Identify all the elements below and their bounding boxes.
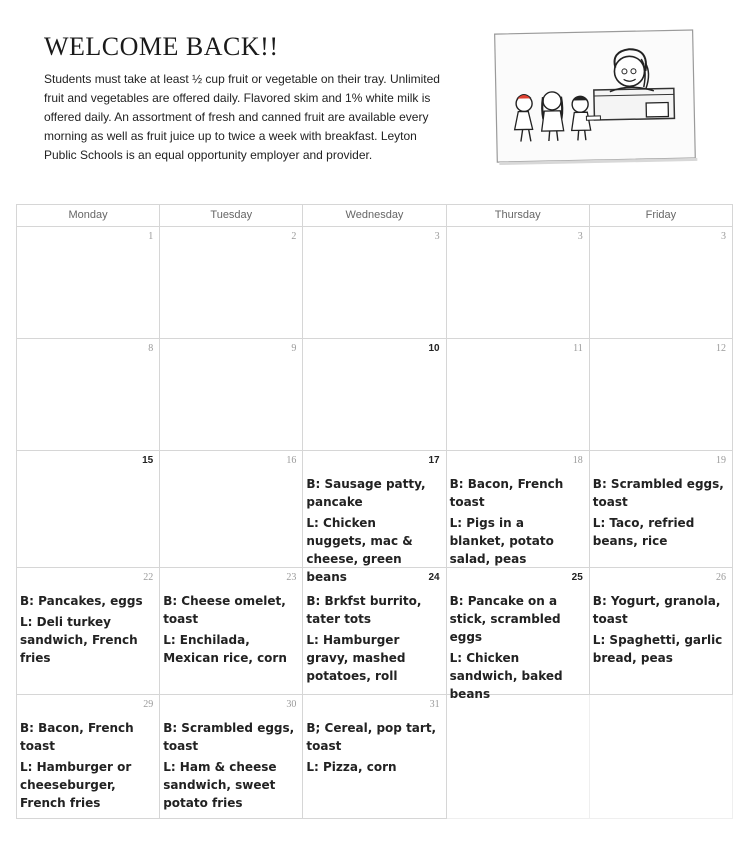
lunch-item: L: Hamburger gravy, mashed potatoes, roll (306, 633, 406, 683)
day-number: 24 (428, 572, 440, 583)
calendar-day-cell (447, 568, 590, 701)
calendar-day-cell (160, 339, 303, 451)
calendar-day-cell (590, 227, 733, 339)
lunch-line-kids-illustration-icon (493, 28, 700, 168)
calendar-day-cell (160, 227, 303, 339)
day-number: 16 (286, 455, 297, 466)
breakfast-item: B: Cheese omelet, toast (163, 594, 286, 626)
breakfast-item: B: Scrambled eggs, toast (592, 477, 724, 509)
day-number: 30 (286, 699, 297, 710)
lunch-item: L: Ham & cheese sandwich, sweet potato fries (163, 760, 277, 810)
day-number: 19 (715, 455, 726, 466)
day-number: 15 (142, 455, 154, 466)
day-number: 12 (715, 343, 726, 354)
day-number: 29 (143, 699, 154, 710)
calendar-day-cell (303, 695, 446, 819)
calendar-day-cell (447, 339, 590, 451)
day-header-monday: Monday (17, 205, 160, 227)
day-number: 22 (143, 572, 154, 583)
day-number: 18 (572, 455, 583, 466)
lunch-item: L: Spaghetti, garlic bread, peas (592, 633, 723, 665)
calendar-day-cell (590, 451, 733, 568)
breakfast-item: B: Yogurt, granola, toast (592, 594, 721, 626)
day-number: 17 (428, 455, 440, 466)
breakfast-item: B: Pancake on a stick, scrambled eggs (449, 594, 561, 644)
lunch-item: L: Enchilada, Mexican rice, corn (163, 633, 287, 665)
day-header-friday: Friday (590, 205, 733, 227)
intro-text: Students must take at least ½ cup fruit or vegetable on their tray. Unlimited fruit and vegetables are offered daily. Flavored skim and 1% white milk is offered daily. An assortment of fresh and canned fruit are available every morning as well as fruit juice up to twice a week with breakfast. Leyton Public Schools is an equal opportunity employer and provider. (44, 72, 440, 162)
calendar-day-cell (17, 339, 160, 451)
breakfast-item: B: Brkfst burrito, tater tots (306, 594, 422, 626)
day-number: 10 (428, 343, 440, 354)
menu-calendar (16, 204, 733, 819)
calendar-day-cell (160, 568, 303, 695)
calendar-day-cell (17, 568, 160, 695)
calendar-day-cell (590, 568, 733, 695)
day-number: 3 (434, 231, 440, 242)
day-header-wednesday: Wednesday (303, 205, 446, 227)
lunch-item: L: Pizza, corn (306, 760, 397, 774)
breakfast-item: B: Bacon, French toast (20, 721, 134, 753)
lunch-item: L: Pigs in a blanket, potato salad, peas (449, 516, 554, 566)
calendar-day-cell (447, 227, 590, 339)
day-number: 23 (286, 572, 297, 583)
calendar-day-cell (447, 451, 590, 568)
lunch-item: L: Chicken sandwich, baked beans (449, 651, 563, 701)
day-number: 3 (720, 231, 726, 242)
calendar-day-cell (590, 339, 733, 451)
breakfast-item: B: Scrambled eggs, toast (163, 721, 295, 753)
day-number: 26 (715, 572, 726, 583)
day-header-tuesday: Tuesday (160, 205, 303, 227)
calendar-day-cell (17, 451, 160, 568)
day-number: 25 (571, 572, 583, 583)
calendar-day-cell (17, 227, 160, 339)
calendar-day-cell (160, 451, 303, 568)
breakfast-item: B: Sausage patty, pancake (306, 477, 426, 509)
calendar-day-cell (447, 695, 590, 819)
calendar-day-cell (303, 339, 446, 451)
breakfast-item: B: Pancakes, eggs (20, 594, 143, 608)
calendar-day-cell (17, 695, 160, 819)
day-number: 9 (291, 343, 297, 354)
lunch-item: L: Deli turkey sandwich, French fries (20, 615, 138, 665)
day-number: 1 (148, 231, 154, 242)
day-header-thursday: Thursday (447, 205, 590, 227)
day-number: 3 (577, 231, 583, 242)
day-number: 11 (573, 343, 583, 354)
breakfast-item: B; Cereal, pop tart, toast (306, 721, 437, 753)
lunch-item: L: Hamburger or cheeseburger, French fries (20, 760, 132, 810)
calendar-day-cell (303, 568, 446, 695)
day-number: 31 (429, 699, 440, 710)
lunch-item: L: Taco, refried beans, rice (592, 516, 695, 548)
day-number: 8 (148, 343, 154, 354)
calendar-day-cell (160, 695, 303, 819)
breakfast-item: B: Bacon, French toast (449, 477, 564, 509)
calendar-day-cell (590, 695, 733, 819)
calendar-day-cell (303, 227, 446, 339)
day-number: 2 (291, 231, 297, 242)
lunch-item: L: Chicken nuggets, mac & cheese, green beans (306, 516, 413, 584)
page-title: WELCOME BACK!! (44, 32, 279, 61)
